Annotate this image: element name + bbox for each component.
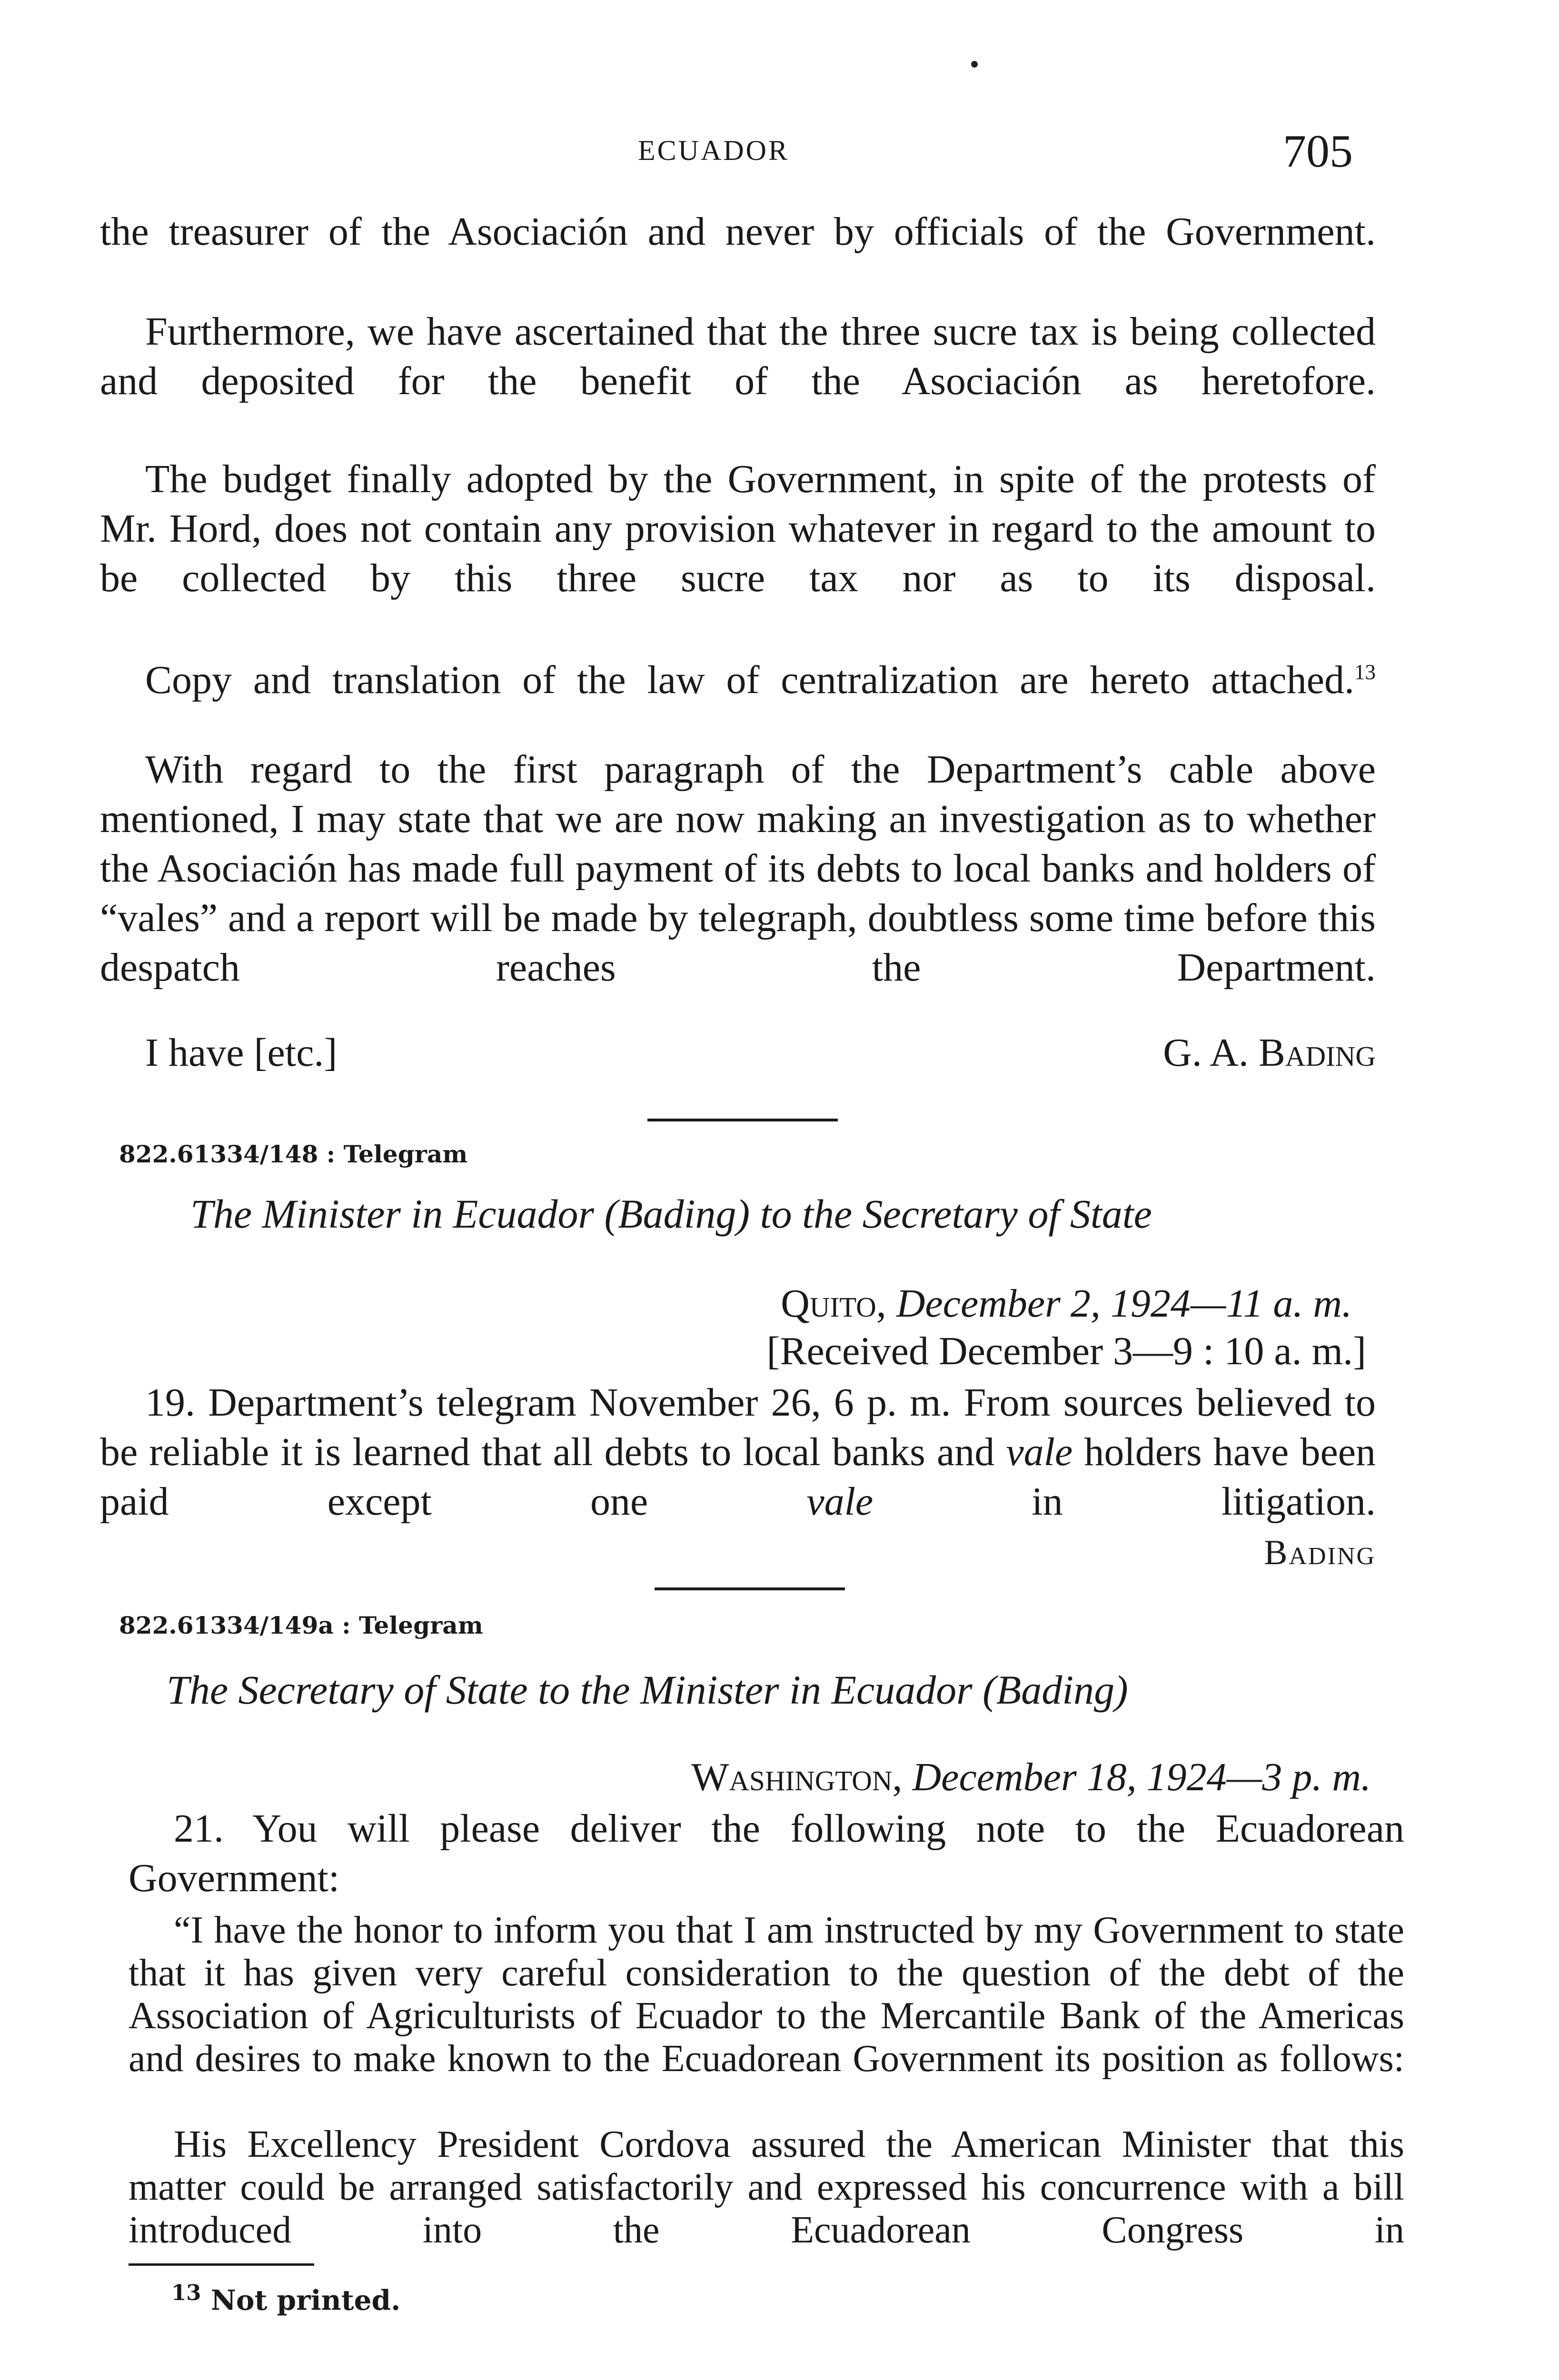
footnote-mark: 13 [171,2280,201,2305]
paragraph-centralization-law [100,647,1376,705]
telegram-19-vale-1: vale [1006,1430,1073,1474]
footnote-13 [171,2280,400,2316]
footnote-rule [129,2263,314,2266]
ink-dot [971,61,978,68]
footnote-text: Not printed. [210,2284,401,2317]
closing-formula: I have [etc.] [145,1031,338,1075]
received-note: [Received December 3—9 : 10 a. m.] [766,1329,1366,1373]
telegram-19-lead: 19. Department’s telegram November 26, 6 p. m. From sources believed to be reliable it is learned that all debts to local banks and [100,1380,1376,1474]
dateline-place: Quito, [781,1281,886,1326]
document-page [100,0,1404,2380]
dateline-date: December 18, 1924—3 p. m. [912,1755,1371,1799]
dateline-date: December 2, 1924—11 a. m. [896,1281,1352,1326]
paragraph-budget: The budget finally adopted by the Government, in spite of the protests of Mr. Hord, does not contain any provision whatever in regard to the amount to be collected by this three sucre tax nor as to its disposal. [100,457,1376,600]
footnote-ref-13: 13 [1354,660,1376,684]
paragraph-centralization-text: Copy and translation of the law of centralization are hereto attached. [145,658,1354,702]
paragraph-sucre-tax: Furthermore, we have ascertained that the three sucre tax is being collected and deposited for the benefit of the Asociación as heretofore. [100,309,1376,403]
telegram-19-vale-2: vale [806,1479,874,1524]
quoted-note-paragraph-1: “I have the honor to inform you that I am instructed by my Government to state that it has given very careful consideration to the question of the debt of the Association of Agriculturists of Ecuador to the Mercantile Bank of the Americas and desires to make known to the Ecuadorean Government its position as follows: [129,1909,1404,2080]
telegram-21-body: 21. You will please deliver the following note to the Ecuadorean Government: [129,1806,1404,1900]
section-divider-2 [655,1587,845,1590]
quoted-note-paragraph-2: His Excellency President Cordova assured the American Minister that this matter could be arranged satisfactorily and expressed his concurrence with a bill introduced into the Ecuadorean Congress in [129,2123,1404,2251]
signature-bading: Bading [1264,1533,1376,1572]
file-reference-149a: 822.61334/149a : Telegram [119,1611,483,1639]
page-number: 705 [1283,126,1353,177]
dateline-place: Washington, [691,1755,903,1799]
dateline-washington [691,1754,1371,1800]
section-divider-1 [647,1119,838,1121]
telegram-19-body [100,1378,1376,1527]
document-title-secretary-to-minister: The Secretary of State to the Minister in Ecuador (Bading) [167,1667,1128,1713]
telegram-19-mid: holders have been paid except one [100,1430,1376,1524]
file-reference-148: 822.61334/148 : Telegram [119,1140,468,1168]
telegram-19-end: in litigation. [1032,1479,1376,1524]
paragraph-debts-investigation: With regard to the first paragraph of the Department’s cable above mentioned, I may state that we are now making an investigation as to whether the Asociación has made full payment of its debts to local banks and holders of “vales” and a report will be made by telegraph, doubtless some time before this despatch reaches the Department. [100,747,1376,990]
document-title-minister-to-secretary: The Minister in Ecuador (Bading) to the Secretary of State [190,1191,1152,1237]
signature-g-a-bading: G. A. Bading [1163,1031,1376,1075]
running-head: ECUADOR [638,135,790,166]
paragraph-continuation: the treasurer of the Asociación and never by officials of the Government. [100,209,1376,254]
dateline-quito [781,1280,1352,1327]
